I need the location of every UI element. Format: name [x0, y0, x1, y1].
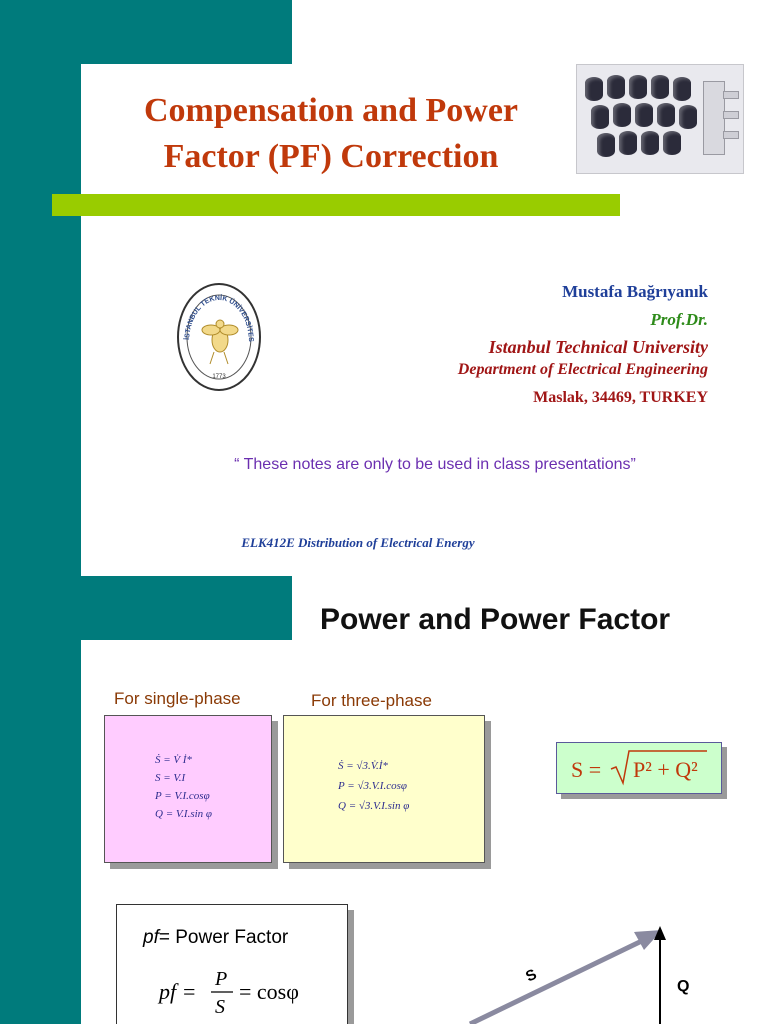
eq-reactive-power: Q = V.I.sin φ — [155, 808, 213, 820]
pf-equation — [153, 961, 343, 1021]
usage-note: “ These notes are only to be used in class presentations” — [234, 456, 636, 473]
apparent-power-formula — [557, 743, 721, 793]
eq-active-power: P = V.I.cosφ — [155, 790, 210, 802]
department-name: Department of Electrical Engineering — [457, 361, 708, 378]
three-phase-label: For three-phase — [311, 691, 432, 710]
power-factor-box — [116, 904, 348, 1024]
three-phase-equations-box — [283, 715, 485, 863]
university-name: Istanbul Technical University — [488, 337, 708, 357]
slide-title: Power and Power Factor — [320, 603, 671, 636]
author-name: Mustafa Bağrıyanık — [562, 282, 708, 301]
title-line-2: Factor (PF) Correction — [163, 138, 499, 175]
title-line-1: Compensation and Power — [143, 92, 519, 129]
single-phase-equations-box — [104, 715, 272, 863]
pf-definition — [143, 927, 288, 949]
eq-apparent-power: S = V.I — [155, 772, 186, 784]
pf-abbrev: pf — [143, 927, 159, 948]
eq-3ph-reactive-power: Q = √3.V.I.sin φ — [338, 800, 410, 812]
teal-header-block — [0, 576, 292, 640]
power-triangle-diagram — [440, 916, 740, 1024]
author-title: Prof.Dr. — [650, 310, 708, 329]
university-seal-logo — [176, 282, 262, 392]
capacitor-bank-photo — [576, 64, 744, 174]
slide-title — [90, 88, 572, 180]
green-divider-bar — [52, 194, 620, 216]
pf-eq-denominator: S — [215, 996, 225, 1018]
pf-eq-lhs: pf = — [159, 979, 197, 1004]
course-name: ELK412E Distribution of Electrical Energy — [241, 535, 475, 550]
vector-s-label: S — [523, 965, 540, 986]
author-block — [458, 282, 708, 408]
teal-side-band — [0, 640, 81, 1024]
eq-3ph-active-power: P = √3.V.I.cosφ — [338, 780, 407, 792]
teal-header-block — [0, 0, 292, 64]
address: Maslak, 34469, TURKEY — [533, 389, 708, 406]
pf-label: = Power Factor — [158, 927, 289, 948]
vector-q-label: Q — [677, 978, 690, 995]
seal-text: İSTANBUL TEKNİK ÜNİVERSİTES — [184, 294, 255, 342]
single-phase-label: For single-phase — [114, 689, 241, 708]
s-formula-radicand: P² + Q² — [633, 757, 698, 782]
eq-complex-power: Ṡ = V̇ İ* — [155, 754, 192, 766]
pf-eq-rhs: = cosφ — [239, 979, 299, 1004]
pf-eq-numerator: P — [215, 968, 228, 990]
s-formula-lhs: S = — [571, 757, 602, 782]
teal-side-band — [0, 64, 81, 576]
power-factor-slide — [0, 576, 768, 1024]
seal-year: 1773 — [212, 374, 226, 380]
apparent-power-formula-box — [556, 742, 722, 794]
eq-3ph-complex-power: Ṡ = √3.V̇.İ* — [338, 760, 388, 772]
